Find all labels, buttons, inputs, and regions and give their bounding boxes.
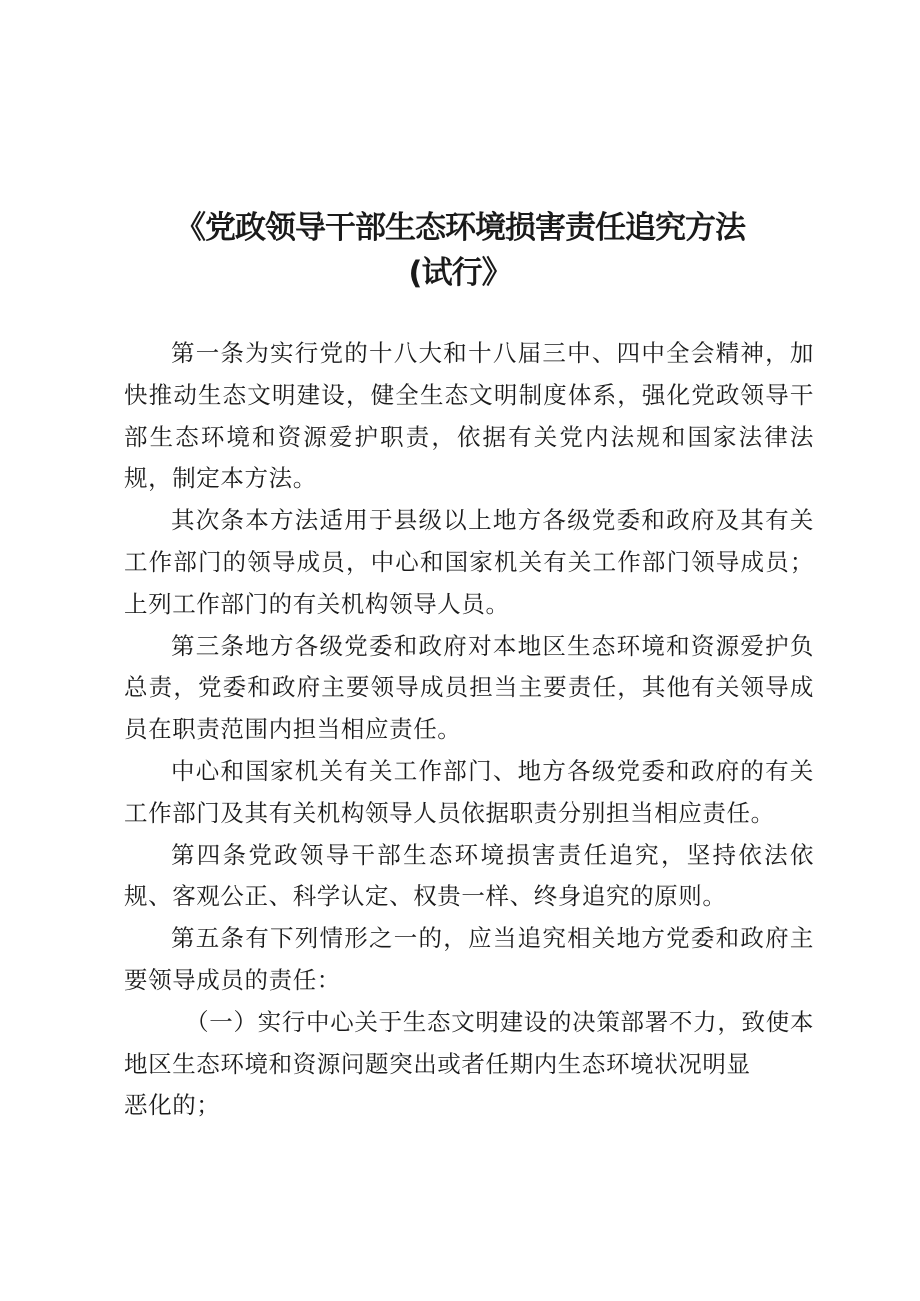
document-title-line-2: (试行》 (408, 255, 512, 291)
document-body (124, 333, 814, 1127)
document-title-line-1: 《党政领导干部生态环境损害责任追究方法 (175, 210, 745, 246)
article-3-paragraph: 第三条地方各级党委和政府对本地区生态环境和资源爱护负总责，党委和政府主要领导成员担当主要责任，其他有关领导成员在职责范围内担当相应责任。 (124, 631, 814, 744)
article-3-continuation-paragraph: 中心和国家机关有关工作部门、地方各级党委和政府的有关工作部门及其有关机构领导人员依据职责分别担当相应责任。 (124, 756, 814, 827)
article-5-item-1-text: （一）实行中心关于生态文明建设的决策部署不力，致使本地区生态环境和资源问题突出或者任期内生态环境状况明显 (124, 1007, 814, 1078)
article-2-paragraph: 其次条本方法适用于县级以上地方各级党委和政府及其有关工作部门的领导成员，中心和国家机关有关工作部门领导成员；上列工作部门的有关机构领导人员。 (124, 506, 814, 618)
article-5-paragraph: 第五条有下列情形之一的，应当追究相关地方党委和政府主要领导成员的责任： (124, 924, 814, 994)
article-1-paragraph: 第一条为实行党的十八大和十八届三中、四中全会精神，加快推动生态文明建设，健全生态文明制度体系，强化党政领导干部生态环境和资源爱护职责，依据有关党内法规和国家法律法规，制定本方法。 (124, 339, 814, 493)
article-4-paragraph: 第四条党政领导干部生态环境损害责任追究，坚持依法依规、客观公正、科学认定、权贵一样、终身追究的原则。 (124, 840, 814, 911)
article-5-item-1 (124, 1002, 814, 1086)
article-5-item-1-end: 恶化的； (124, 1091, 221, 1120)
